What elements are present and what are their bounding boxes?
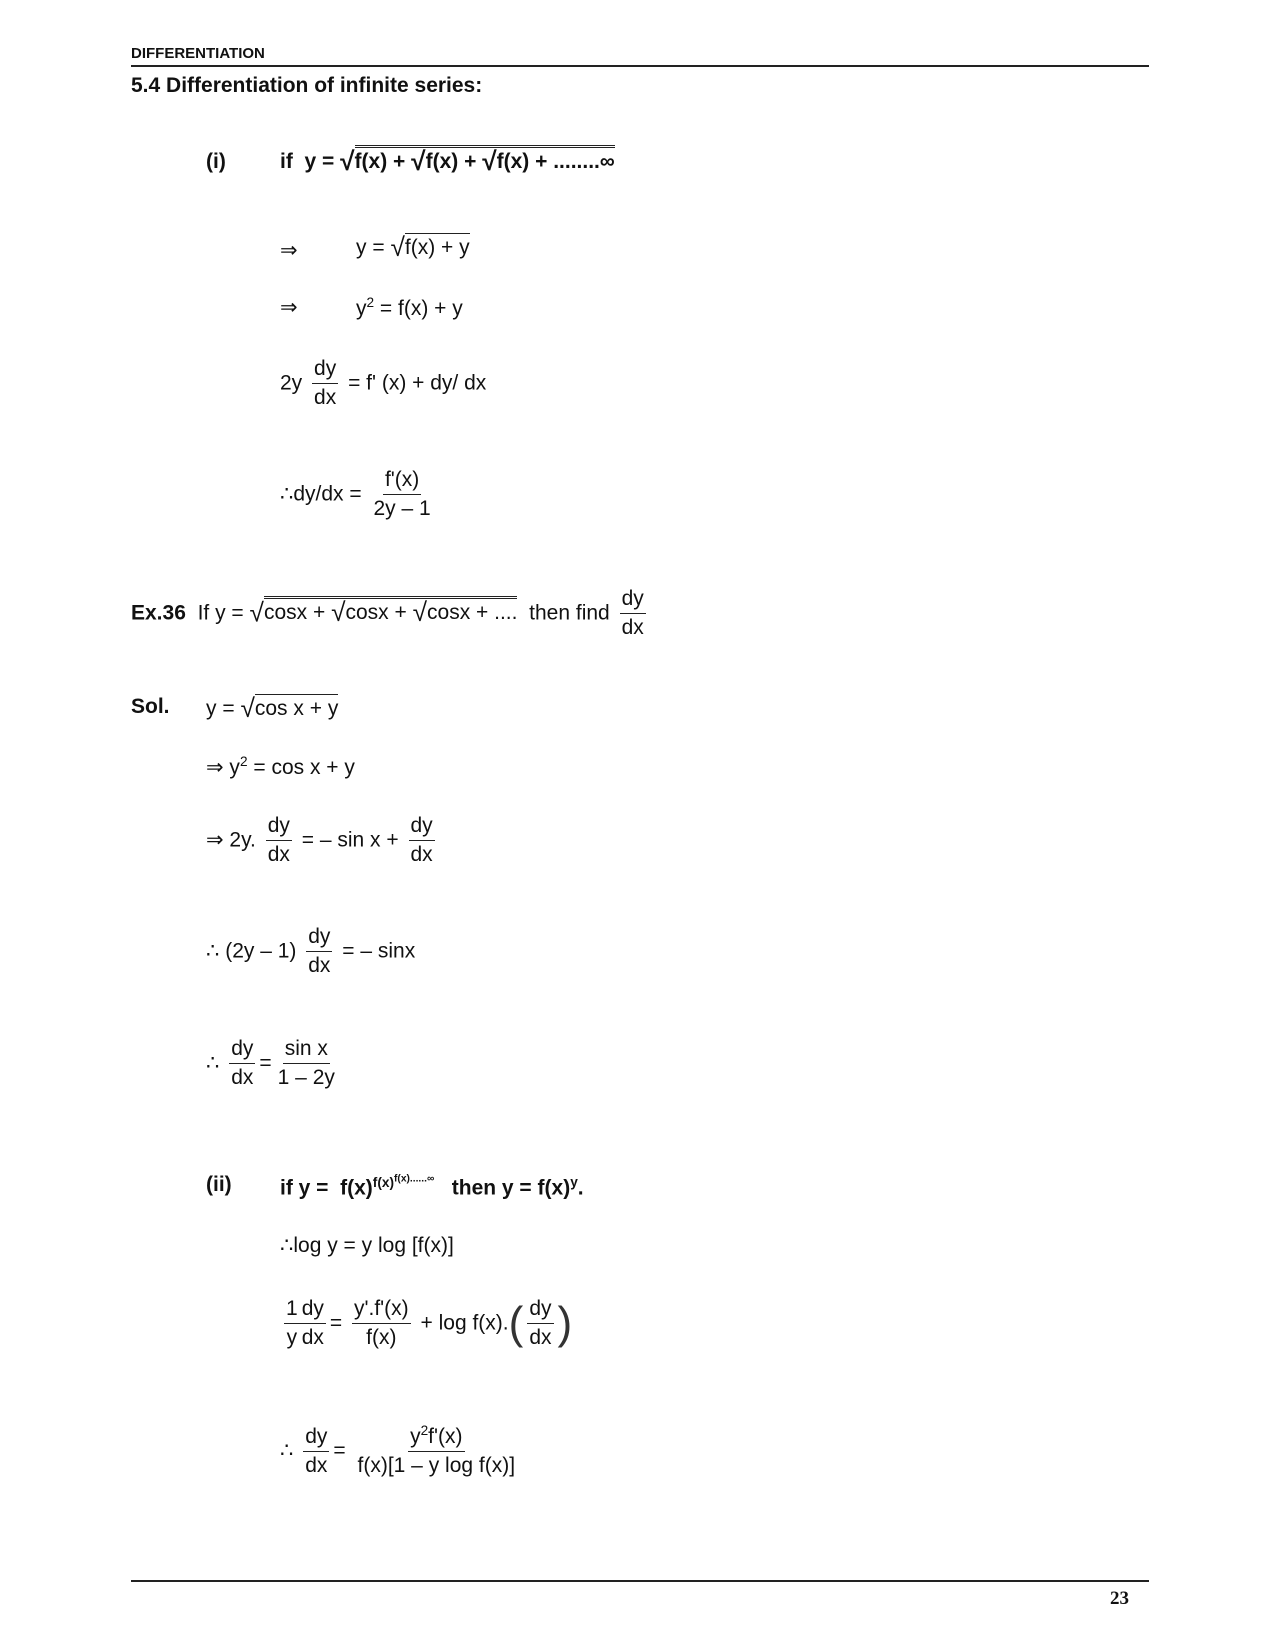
part-i-statement: if y = √f(x) + √f(x) + √f(x) + ........∞ xyxy=(280,146,615,176)
part-ii-label: (ii) xyxy=(206,1173,232,1196)
part-ii-line2: $\frac{1}{y}$ $\frac{dy}{dx}$ = $\frac{y'.f'(x)}{f(x)}$ + log f(x).( $\frac{dy}{dx}$ ) xyxy=(286,1297,573,1350)
example-36: Ex.36 If y = √cosx + √cosx + √cosx + .... then find $\frac{dy}{dx}$ xyxy=(131,587,644,640)
implies-arrow: ⇒ xyxy=(280,239,298,262)
part-ii-line1: ∴log y = y log [f(x)] xyxy=(280,1234,454,1257)
part-ii-line3: ∴ $\frac{dy}{dx}$ = $\frac{y^2f'(x)}{\text{f(x)[1 – y log f(x)]}}$ xyxy=(280,1423,516,1478)
header-rule xyxy=(131,65,1149,67)
section-title: 5.4 Differentiation of infinite series: xyxy=(131,74,483,97)
running-header: DIFFERENTIATION xyxy=(131,45,265,62)
sol-line3: ⇒ 2y. $\frac{dy}{dx}$ = – sin x + $\frac{dy}{dx}$ xyxy=(206,814,433,867)
solution-label: Sol. xyxy=(131,695,170,718)
part-i-line4: ∴dy/dx = $\frac{f'(x)}{2y - 1}$ xyxy=(280,468,431,521)
part-ii-statement: if $y = f(x)^{f(x)^{f(x)......\infty}}$ then $y = f(x)^y$. xyxy=(280,1173,584,1200)
part-i-label: (i) xyxy=(206,150,226,173)
page-number: 23 xyxy=(1110,1588,1129,1609)
part-i-line3: 2y $\frac{dy}{dx}$ = f' (x) + dy/ dx xyxy=(280,357,487,410)
part-i-line1: y = √f(x) + y xyxy=(356,232,470,262)
part-i-line2: $y^2 = f(x) + y$ xyxy=(356,295,463,320)
sol-line1: y = √cos x + y xyxy=(206,693,339,723)
footer-rule xyxy=(131,1580,1149,1582)
sol-line5: ∴ $\frac{dy}{dx}$ = $\frac{\text{sin x}}{1 - 2y}$ xyxy=(206,1037,335,1090)
sol-line4: ∴ (2y – 1) $\frac{dy}{dx}$ = – sinx xyxy=(206,925,416,978)
implies-arrow: ⇒ xyxy=(280,296,298,319)
sol-line2: ⇒ $y^2 = \cos x + y$ xyxy=(206,754,355,779)
